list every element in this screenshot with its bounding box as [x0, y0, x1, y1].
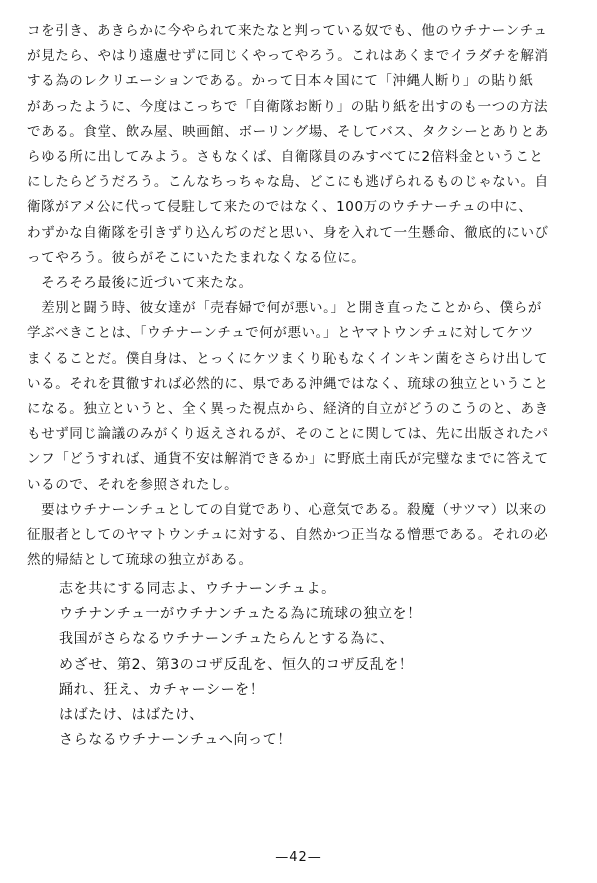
paragraph: 差別と闘う時、彼女達が「売春婦で何が悪い。」と開き直ったことから、僕らが 学ぶべきことは、「ウチナーンチュで何が悪い。」とヤマトウンチュに対してケツ まくることだ。僕自身は、とっくにケツまくり恥もなくインキン菌をさらけ出して いる。それを貫徹すれば必然的に、県である沖縄ではなく、琉球の独立ということ になる。独立というと、全く異った視点から、経済的自立がどうのこうのと、あき もせず同じ論議のみがくり返えされるが、そのことに関しては、先に出版されたパ ンフ「どうすれば、通貨不安は解消できるか」に野底土南氏が完璧なまでに答えて いるので、それを参照されたし。	[27, 300, 549, 493]
verse-line: めざせ、第2、第3のコザ反乱を、恒久的コザ反乱を！	[59, 656, 414, 673]
closing-verse	[59, 577, 559, 753]
verse-line: ウチナンチュ一がウチナンチュたる為に琉球の独立を！	[59, 606, 422, 623]
verse-line: 志を共にする同志よ、ウチナーンチュよ。	[59, 581, 336, 597]
verse-line: 我国がさらなるウチナーンチュたらんとする為に、	[59, 631, 395, 648]
body-text	[27, 19, 575, 573]
paragraph: 要はウチナーンチュとしての自覚であり、心意気である。殺魔（サツマ）以来の 征服者としてのヤマトウンチュに対する、自然かつ正当なる憎悪である。それの必 然的帰結として琉球の独立がある。	[27, 501, 549, 569]
verse-line: 踊れ、狂え、カチャーシーを！	[59, 681, 265, 698]
paragraph: コを引き、あきらかに今やられて来たなと判っている奴でも、他のウチナーンチュ が見たら、やはり遠慮せずに同じくやってやろう。これはあくまでイラダチを解消 する為のレクリエーションである。かって日本々国にて「沖縄人断り」の貼り紙 があったように、今度はこっちで「自衛隊お断り」の貼り紙を出すのも一つの方法 である。食堂、飲み屋、映画館、ボーリング場、そしてバス、タクシーとありとあ らゆる所に出してみよう。さもなくば、自衛隊員のみすべてに2倍料金ということ にしたらどうだろう。こんなちっちゃな島、どこにも逃げられるものじゃない。自 衛隊がアメ公に代って侵駐して来たのではなく、100万のウチナーチュの中に、 わずかな自衛隊を引きずり込んぢのだと思い、身を入れて一生懸命、徹底的にいび ってやろう。彼らがそこにいたたまれなくなる位に。	[27, 23, 549, 266]
page-number: —42—	[275, 850, 322, 865]
paragraph: そろそろ最後に近づいて来たな。	[27, 275, 253, 292]
verse-line: さらなるウチナーンチュへ向って！	[59, 732, 292, 749]
verse-line: はばたけ、はばたけ、	[59, 707, 204, 724]
